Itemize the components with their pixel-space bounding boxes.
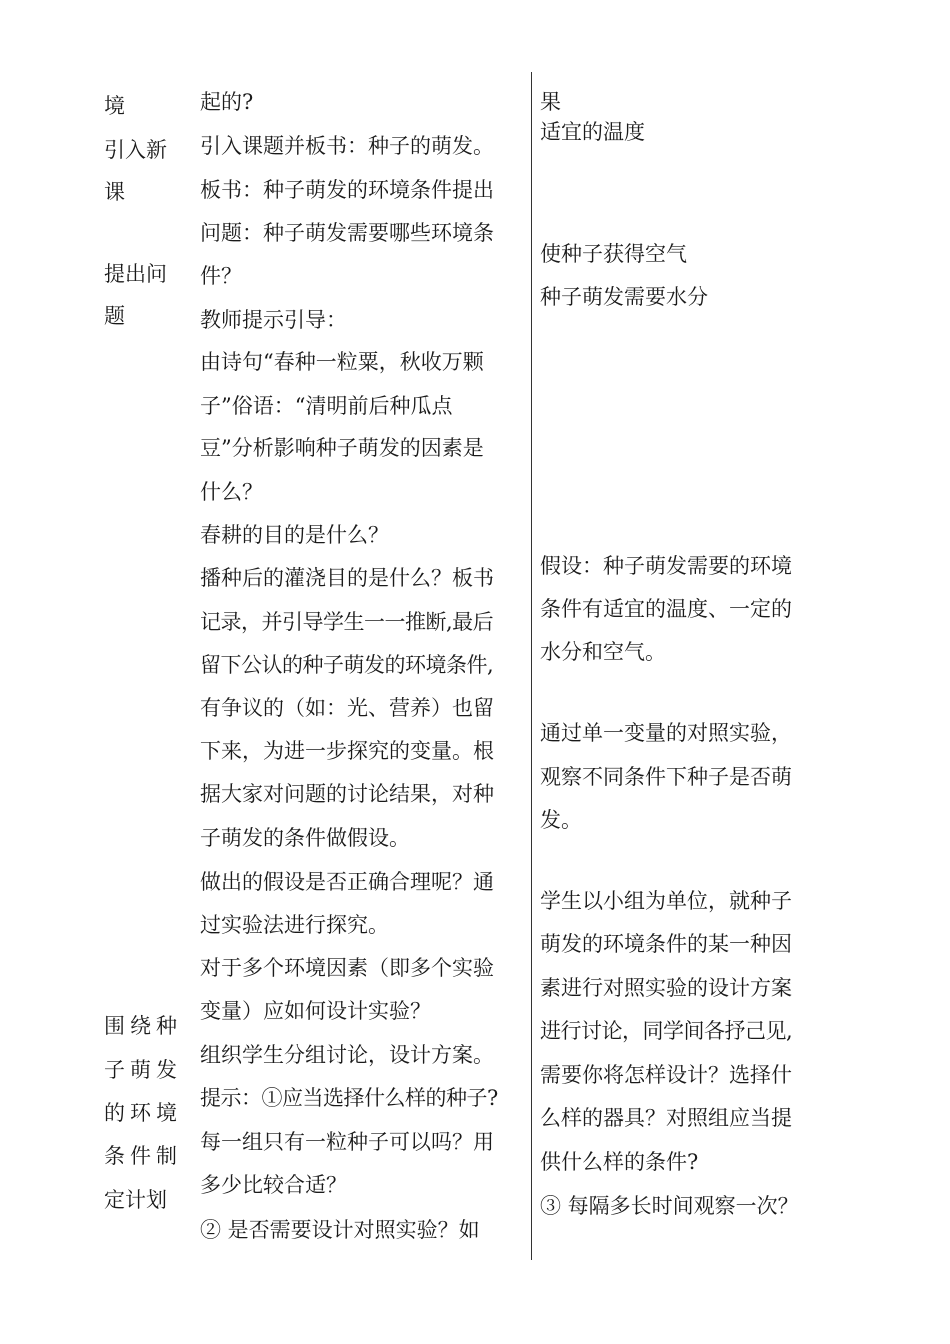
teacher-text-line: 子”俗语：“清明前后种瓜点 xyxy=(200,394,453,418)
student-text-line: 素进行对照实验的设计方案 xyxy=(540,976,792,1000)
student-text-line: 水分和空气。 xyxy=(540,640,666,664)
teacher-text-line: 留下公认的种子萌发的环境条件, xyxy=(200,653,494,677)
section-label: 定计划 xyxy=(104,1188,167,1212)
teacher-text-line: 引入课题并板书：种子的萌发。 xyxy=(200,134,494,158)
teacher-text-line: 对于多个环境因素（即多个实验 xyxy=(200,956,494,980)
section-label: 题 xyxy=(104,304,125,328)
teacher-text-line: 板书：种子萌发的环境条件提出 xyxy=(200,178,494,202)
teacher-text-line: 据大家对问题的讨论结果，对种 xyxy=(200,782,494,806)
teacher-text-line: 下来，为进一步探究的变量。根 xyxy=(200,739,494,763)
student-text-line: ③ 每隔多长时间观察一次？ xyxy=(540,1194,799,1218)
student-text-line: 种子萌发需要水分 xyxy=(540,285,708,309)
section-label: 课 xyxy=(104,180,125,204)
student-text-line: 么样的器具？对照组应当提 xyxy=(540,1106,792,1130)
student-text-line: 发。 xyxy=(540,808,582,832)
student-text-line: 假设：种子萌发需要的环境 xyxy=(540,554,792,578)
student-text-line: 条件有适宜的温度、一定的 xyxy=(540,597,792,621)
student-text-line: 果 xyxy=(540,90,561,114)
section-label: 引入新 xyxy=(104,138,167,162)
teacher-text-line: 什么？ xyxy=(200,480,263,504)
teacher-text-line: 组织学生分组讨论，设计方案。 xyxy=(200,1043,494,1067)
section-label: 提出问 xyxy=(104,262,167,286)
student-text-line: 使种子获得空气 xyxy=(540,242,687,266)
teacher-text-line: 变量）应如何设计实验？ xyxy=(200,999,431,1023)
teacher-text-line: 件？ xyxy=(200,264,242,288)
teacher-text-line: 问题：种子萌发需要哪些环境条 xyxy=(200,221,494,245)
teacher-text-line: ② 是否需要设计对照实验？如 xyxy=(200,1218,480,1242)
column-divider xyxy=(531,72,532,1260)
teacher-text-line: 春耕的目的是什么？ xyxy=(200,523,389,547)
teacher-text-line: 过实验法进行探究。 xyxy=(200,913,389,937)
section-label: 境 xyxy=(104,94,125,118)
section-label: 的环境 xyxy=(104,1101,182,1125)
teacher-text-line: 由诗句“春种一粒粟，秋收万颗 xyxy=(200,350,484,374)
student-text-line: 适宜的温度 xyxy=(540,120,645,144)
teacher-text-line: 每一组只有一粒种子可以吗？用 xyxy=(200,1130,494,1154)
student-text-line: 进行讨论，同学间各抒己见, xyxy=(540,1019,793,1043)
teacher-text-line: 起的? xyxy=(200,90,254,114)
teacher-text-line: 有争议的（如：光、营养）也留 xyxy=(200,696,494,720)
teacher-text-line: 教师提示引导： xyxy=(200,308,347,332)
student-text-line: 观察不同条件下种子是否萌 xyxy=(540,765,792,789)
section-label: 围绕种 xyxy=(104,1014,182,1038)
student-text-line: 萌发的环境条件的某一种因 xyxy=(540,932,792,956)
teacher-text-line: 豆”分析影响种子萌发的因素是 xyxy=(200,436,484,460)
teacher-text-line: 提示：①应当选择什么样的种子? xyxy=(200,1086,498,1110)
student-text-line: 通过单一变量的对照实验， xyxy=(540,721,792,745)
teacher-text-line: 记录，并引导学生一一推断,最后 xyxy=(200,610,494,634)
teacher-text-line: 播种后的灌浇目的是什么？板书 xyxy=(200,566,494,590)
section-label: 条件制 xyxy=(104,1144,182,1168)
teacher-text-line: 子萌发的条件做假设。 xyxy=(200,826,410,850)
student-text-line: 需要你将怎样设计？选择什 xyxy=(540,1063,792,1087)
teacher-text-line: 做出的假设是否正确合理呢？通 xyxy=(200,870,494,894)
teacher-text-line: 多少比较合适？ xyxy=(200,1173,347,1197)
student-text-line: 学生以小组为单位，就种子 xyxy=(540,889,792,913)
section-label: 子萌发 xyxy=(104,1058,182,1082)
student-text-line: 供什么样的条件? xyxy=(540,1150,699,1174)
